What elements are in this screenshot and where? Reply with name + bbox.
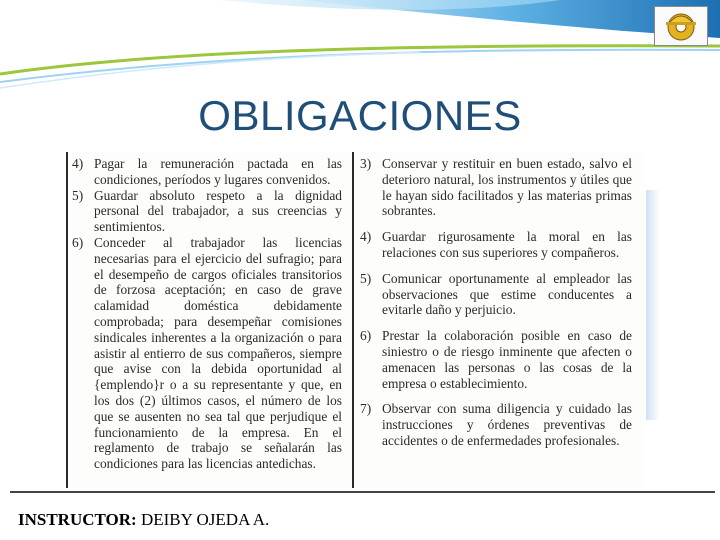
item-text: Guardar rigurosamente la moral en las relaciones con sus superiores y compañeros.	[382, 229, 632, 260]
item-text: Comunicar oportunamente al empleador las observaciones que estime conducentes a evitarle daño y perjuicio.	[382, 270, 632, 318]
footer-divider	[10, 491, 715, 493]
item-text: Prestar la colaboración posible en caso de siniestro o de riesgo inminente que afecten o amenacen las personas o las cosas de la empresa o establecimiento.	[382, 328, 632, 391]
item-number: 7)	[360, 401, 372, 417]
list-item	[72, 188, 342, 235]
list-item	[360, 229, 632, 261]
item-number: 5)	[360, 270, 372, 286]
left-column	[72, 156, 342, 472]
list-item	[72, 235, 342, 472]
item-text: Pagar la remuneración pactada en las condiciones, períodos y lugares convenidos.	[94, 156, 342, 187]
right-column	[360, 156, 632, 449]
item-number: 3)	[360, 156, 372, 171]
instructor-name: DEIBY OJEDA A.	[140, 510, 270, 529]
item-number: 4)	[360, 229, 372, 245]
item-number: 6)	[360, 328, 372, 344]
instructor-credit	[18, 510, 269, 530]
item-text: Guardar absoluto respeto a la dignidad personal del trabajador, a sus creencias y sentimientos.	[94, 187, 342, 235]
item-number: 5)	[72, 187, 84, 203]
list-item	[360, 156, 632, 219]
list-item	[72, 156, 342, 188]
instructor-label: INSTRUCTOR:	[18, 510, 137, 529]
list-item	[360, 271, 632, 318]
item-text: Observar con suma diligencia y cuidado las instrucciones y órdenes preventivas de accidentes o de enfermedades profesionales.	[382, 401, 632, 448]
list-item	[360, 401, 632, 448]
slide-title: OBLIGACIONES	[198, 92, 522, 139]
item-text: Conceder al trabajador las licencias necesarias para el ejercicio del sufragio; para el desempeño de cargos oficiales transitorios de forzosa aceptación; en caso de grave calamidad doméstica debidamente comprobada; para desempeñar comisiones sindicales inherentes a la organización o para asistir al entierro de sus compañeros, siempre que avise con la debida oportunidad al {emplendo}r o a su representante y que, en los dos (2) últimos casos, el número de los que se ausenten no sea tal que perjudique el funcionamiento de la empresa. En el reglamento de trabajo se señalarán las condiciones para las licencias antedichas.	[94, 234, 342, 472]
logo-icon	[654, 6, 708, 46]
document-scan	[66, 152, 644, 488]
item-number: 4)	[72, 156, 84, 171]
header-wave-decoration	[0, 0, 720, 100]
item-number: 6)	[72, 234, 84, 250]
left-border-line	[66, 152, 68, 488]
list-item	[360, 328, 632, 391]
column-divider-line	[352, 152, 354, 488]
side-glow-decoration	[646, 190, 660, 420]
item-text: Conservar y restituir en buen estado, salvo el deterioro natural, los instrumentos y útiles que le hayan sido facilitados y las materias primas sobrantes.	[382, 156, 632, 219]
